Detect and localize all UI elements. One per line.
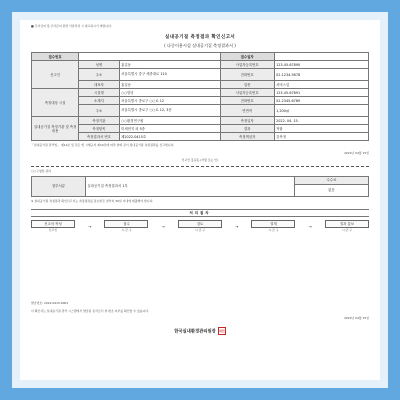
field-label: 사업자등록번호 [220, 89, 274, 97]
field-label: 측정책임자 [220, 133, 274, 141]
step-label: 신고서 작성 [31, 220, 75, 228]
arrow-right-icon: → [88, 223, 92, 229]
table-row [32, 61, 369, 69]
field-value: ○○환경연구원 [119, 117, 220, 125]
header-cell: 접수일자 [220, 53, 274, 61]
documents-table [31, 176, 369, 197]
fee-value: 없음 [294, 184, 368, 196]
issuer-line [31, 327, 369, 335]
field-label: 업종 [220, 81, 274, 89]
process-step [31, 220, 75, 233]
group-label: 실내공기질 측정기관 및 측정내용 [32, 117, 79, 141]
field-label: 결과 [220, 125, 274, 133]
field-value: 홍길동 [119, 61, 220, 69]
field-value: 적합 [274, 125, 368, 133]
process-step [178, 220, 222, 233]
step-actor: 시·군·구 [341, 228, 353, 233]
field-label: 연면적 [220, 105, 274, 117]
fee-header: 수수료 [294, 176, 368, 184]
field-label: 측정항목 [79, 125, 119, 133]
step-label: 결재 [251, 220, 295, 228]
field-value: 123-45-67890 [274, 61, 368, 69]
group-label: 측정대상 시설 [32, 89, 79, 117]
field-value: 123-45-67891 [274, 89, 368, 97]
document-number: 발급번호: 2022-0415-0001 [31, 301, 69, 305]
header-cell: 접수번호 [32, 53, 79, 61]
field-label: 측정결과서 번호 [79, 133, 119, 141]
field-value: 서울특별시 종로구 ○○로 12 [119, 97, 220, 105]
step-actor: 시·군·구 [194, 228, 206, 233]
process-note: ※ 실내공기질 측정결과 확인신고서는 측정결과를 통보받은 날부터 30일 이내에 제출해야 합니다. [31, 198, 154, 203]
field-label: 측정일자 [220, 117, 274, 125]
process-step [251, 220, 295, 233]
signature-line: 신고인 홍길동 (서명 또는 인) [181, 157, 219, 162]
arrow-right-icon: → [161, 223, 165, 229]
declaration-text: 「실내공기질 관리법」 제12조 및 같은 법 시행규칙 제10조에 따라 위와 같이 실내공기질 측정결과를 신고합니다. [31, 143, 175, 148]
header-cell [274, 53, 368, 61]
field-value: 1,200㎡ [274, 105, 368, 117]
header-cell [79, 53, 221, 61]
field-value: 홍길동 [119, 81, 220, 89]
arrow-right-icon: → [235, 223, 239, 229]
field-label: 전화번호 [220, 69, 274, 81]
step-actor: 신고인 [48, 228, 58, 233]
process-step [104, 220, 148, 233]
group-label: 신고인 [32, 61, 79, 89]
field-value: ○○빌딩 [119, 89, 220, 97]
step-actor: 시·군·구 [121, 228, 132, 233]
field-label: 성명 [79, 61, 119, 69]
field-label: 주소 [79, 69, 119, 81]
form-note: ■ 주거급여 및 주거급여 관련 서류작성 시 참고하시기 바랍니다. [31, 24, 112, 28]
declaration-date: 2022년 04월 15일 [344, 151, 369, 156]
field-value: 02-2345-6789 [274, 97, 368, 105]
table-row [32, 117, 369, 125]
document-page [20, 20, 380, 380]
table-row [32, 105, 369, 117]
issue-date: 2022년 04월 15일 [344, 316, 369, 321]
docs-header: 첨부서류 [32, 176, 86, 196]
document-title: 실내공기질 측정결과 확인신고서 [164, 34, 236, 40]
field-value: 서울특별시 중구 세종대로 110 [119, 69, 220, 81]
document-subtitle: ( 다중이용시설 실내공기질 측정결과서 ) [164, 43, 236, 49]
official-seal: 직인 [218, 328, 225, 333]
step-label: 접수 [104, 220, 148, 228]
field-label: 소재지 [79, 97, 119, 105]
issuance-section [31, 302, 369, 335]
field-value: 미세먼지 외 5종 [119, 125, 220, 133]
table-row [32, 176, 369, 184]
field-value: 2022. 04. 15. [274, 117, 368, 125]
table-row [32, 69, 369, 81]
form-table [31, 52, 369, 141]
cut-line [31, 166, 369, 167]
field-value: 서비스업 [274, 81, 368, 89]
docs-value: 실내공기질 측정결과서 1부 [85, 176, 294, 196]
field-label: 시설명 [79, 89, 119, 97]
verification-note: 이 확인서는 실내공기질 관리 시스템에서 발급된 문서로서 위·변조 여부를 확인할 수 있습니다. [31, 308, 150, 313]
issuer-name: 한국실내환경관리원장 [174, 329, 216, 335]
recipient-label: ○○구청장 귀하 [31, 169, 51, 174]
field-label: 사업자등록번호 [220, 61, 274, 69]
step-actor: 시·군·구 [268, 228, 279, 233]
process-step [325, 220, 369, 233]
header-row [32, 53, 369, 61]
field-label: 대표자 [79, 81, 119, 89]
field-label: 주소 [79, 105, 119, 117]
table-row [32, 133, 369, 141]
step-label: 결과 통보 [325, 220, 369, 228]
table-row [32, 81, 369, 89]
table-row [32, 125, 369, 133]
table-row [32, 89, 369, 97]
step-label: 검토 [178, 220, 222, 228]
field-label: 전화번호 [220, 97, 274, 105]
process-title: 처리절차 [31, 209, 369, 217]
field-value: 김측정 [274, 133, 368, 141]
process-flow [31, 220, 369, 233]
table-row [32, 97, 369, 105]
field-value: 02-1234-5678 [274, 69, 368, 81]
field-label: 측정기관 [79, 117, 119, 125]
field-value: 서울특별시 종로구 ○○로 12, 3층 [119, 105, 220, 117]
arrow-right-icon: → [308, 223, 312, 229]
field-value: 제2022-0415호 [119, 133, 220, 141]
